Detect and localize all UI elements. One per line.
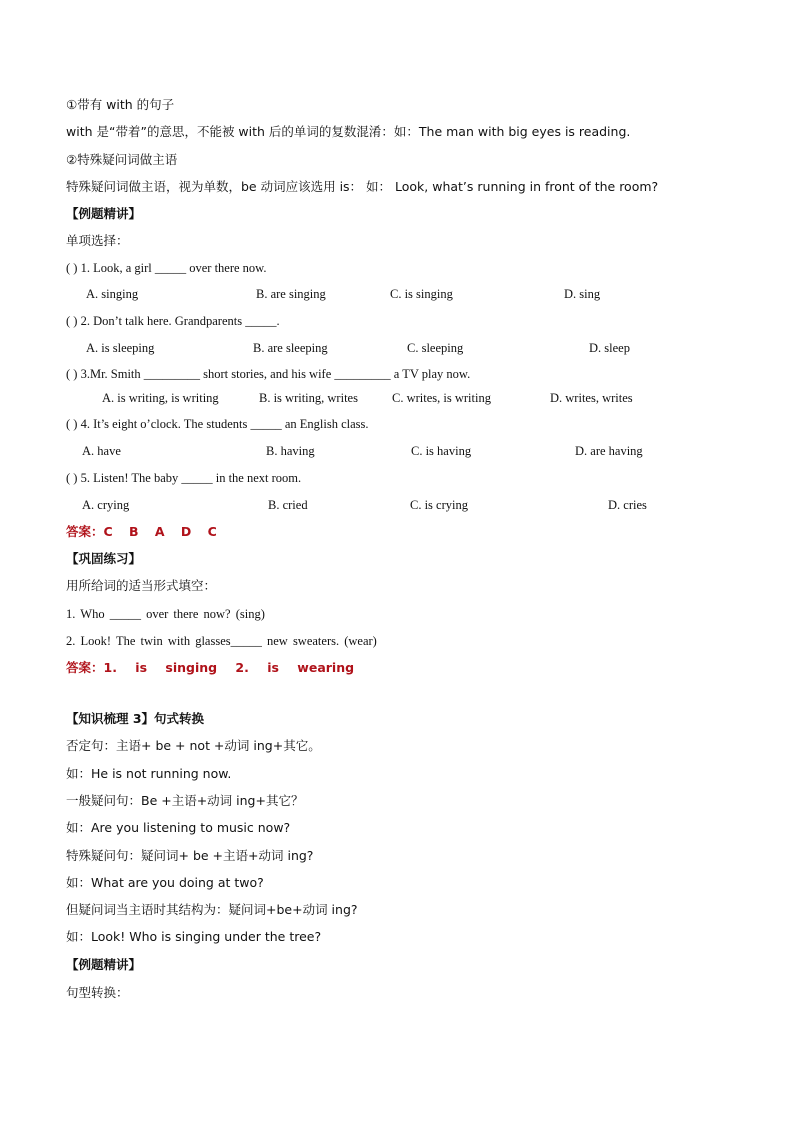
negative-rule: 否定句：主语+ be + not +动词 ing+其它。	[66, 738, 321, 753]
fill-answer: 答案：1. is singing 2. is wearing	[66, 660, 355, 675]
question-2-option-b: B. are sleeping	[253, 341, 328, 355]
question-2-option-d: D. sleep	[589, 341, 630, 355]
question-5-stem: ( ) 5. Listen! The baby _____ in the next room.	[66, 471, 302, 485]
question-4-option-d: D. are having	[575, 444, 643, 458]
question-2-option-a: A. is sleeping	[86, 341, 155, 355]
example-heading-2: 【例题精讲】	[66, 957, 142, 972]
question-4-option-b: B. having	[266, 444, 315, 458]
fill-instruction: 用所给词的适当形式填空：	[66, 578, 217, 593]
wh-subject-rule: 但疑问词当主语时其结构为：疑问词+be+动词 ing?	[66, 902, 358, 917]
example-heading: 【例题精讲】	[66, 206, 142, 221]
fill-question-2: 2. Look! The twin with glasses_____ new sweaters. (wear)	[66, 634, 377, 648]
mc-instruction: 单项选择：	[66, 233, 129, 248]
with-section-title: ①带有 with 的句子	[66, 97, 175, 112]
question-3-stem: ( ) 3.Mr. Smith _________ short stories, and his wife _________ a TV play now.	[66, 367, 471, 381]
with-section-desc: with 是“带着”的意思，不能被 with 后的单词的复数混淆：如：The man with big eyes is reading.	[66, 124, 631, 139]
question-1-option-c: C. is singing	[390, 287, 453, 301]
question-3-option-c: C. writes, is writing	[392, 391, 491, 405]
question-5-option-c: C. is crying	[410, 498, 468, 512]
question-2-option-c: C. sleeping	[407, 341, 464, 355]
question-1-stem: ( ) 1. Look, a girl _____ over there now.	[66, 261, 267, 275]
question-5-option-d: D. cries	[608, 498, 647, 512]
wh-subject-example: 如：Look! Who is singing under the tree?	[66, 929, 322, 944]
question-5-option-a: A. crying	[82, 498, 130, 512]
question-4-option-a: A. have	[82, 444, 121, 458]
wh-question-example: 如：What are you doing at two?	[66, 875, 264, 890]
yes-no-rule: 一般疑问句：Be +主语+动词 ing+其它？	[66, 793, 304, 808]
negative-example: 如：He is not running now.	[66, 766, 232, 781]
wh-question-rule: 特殊疑问句：疑问词+ be +主语+动词 ing?	[66, 848, 314, 863]
yes-no-example: 如：Are you listening to music now?	[66, 820, 291, 835]
question-3-option-b: B. is writing, writes	[259, 391, 358, 405]
question-5-option-b: B. cried	[268, 498, 308, 512]
question-3-option-d: D. writes, writes	[550, 391, 633, 405]
wh-subject-desc: 特殊疑问词做主语，视为单数，be 动词应该选用 is： 如： Look, what’s running in front of the room?	[66, 179, 659, 194]
question-4-option-c: C. is having	[411, 444, 472, 458]
fill-question-1: 1. Who _____ over there now? (sing)	[66, 607, 265, 621]
transform-instruction: 句型转换：	[66, 985, 129, 1000]
question-1-option-d: D. sing	[564, 287, 601, 301]
question-4-stem: ( ) 4. It’s eight o’clock. The students _____ an English class.	[66, 417, 369, 431]
knowledge-heading: 【知识梳理 3】句式转换	[66, 711, 205, 726]
question-1-option-b: B. are singing	[256, 287, 326, 301]
mc-answer: 答案：C B A D C	[66, 524, 217, 539]
question-3-option-a: A. is writing, is writing	[102, 391, 219, 405]
practice-heading: 【巩固练习】	[66, 551, 142, 566]
question-2-stem: ( ) 2. Don’t talk here. Grandparents _____.	[66, 314, 280, 328]
question-1-option-a: A. singing	[86, 287, 139, 301]
wh-subject-title: ②特殊疑问词做主语	[66, 152, 178, 167]
